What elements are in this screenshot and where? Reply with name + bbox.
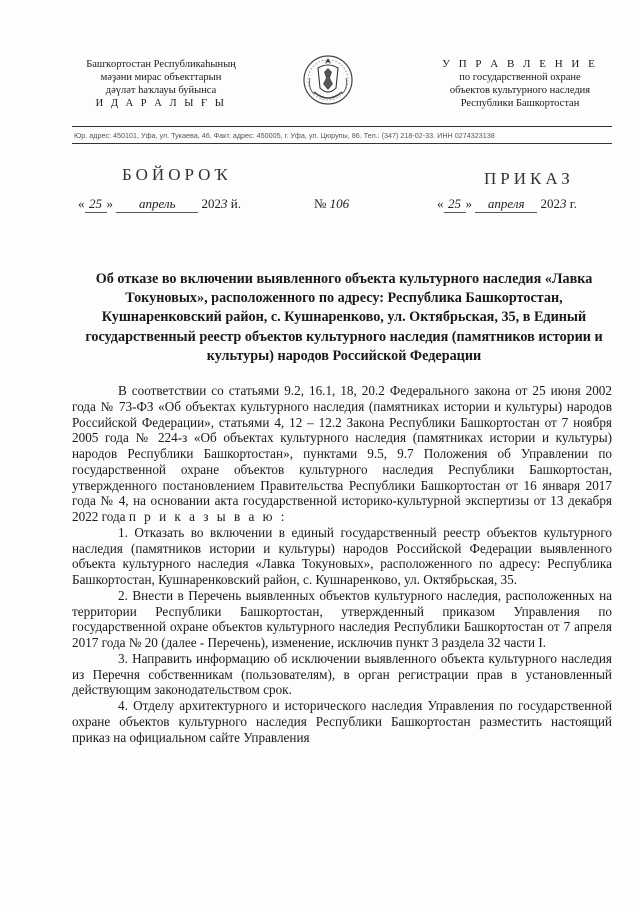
date-right-suffix: г. bbox=[569, 196, 577, 211]
title-bashkir: БОЙОРОҠ bbox=[122, 165, 232, 184]
date-right-day: 25 bbox=[444, 196, 466, 213]
organization-address: Юр. адрес: 450101, Уфа, ул. Тукаева, 46. Факт. адрес: 450005, г. Уфа, ул. Цюрупы, 86. Тел.: (347) 218-02-33. ИНН 0274323138 bbox=[74, 131, 495, 140]
header-left-line-3: дәүләт һаҡлауы буйынса bbox=[105, 85, 217, 96]
header-right-line-4: Республики Башкортостан bbox=[460, 98, 580, 109]
header-right-line-1: У П Р А В Л Е Н И Е bbox=[442, 58, 598, 70]
date-right-year-suffix: 3 bbox=[560, 196, 567, 211]
header-divider-top bbox=[72, 126, 612, 127]
date-right-month: апреля bbox=[475, 196, 537, 213]
header-left-line-4: И Д А Р А Л Ы Ғ Ы bbox=[95, 98, 227, 109]
header-right-line-3: объектов культурного наследия bbox=[449, 85, 591, 96]
body-item-2: 2. Внести в Перечень выявленных объектов культурного наследия, расположенных на территории Республики Башкортостан, утвержденный приказом Управления по государственной охране объектов культурного наследия Республики Башкортостан от 7 апреля 2017 года № 20 (далее - Перечень), изменение, исключив пункт 3 раздела 32 части I. bbox=[72, 587, 612, 650]
date-left-day: 25 bbox=[85, 196, 107, 213]
body-intro bbox=[72, 383, 612, 525]
date-right: « 25 » апреля 2023 г. bbox=[437, 196, 577, 211]
body-item-4: 4. Отделу архитектурного и исторического наследия Управления по государственной охране объектов культурного наследия Республики Башкортостан разместить настоящий приказ на официальном сайте Управления bbox=[72, 698, 612, 745]
coat-of-arms-emblem-icon bbox=[300, 48, 356, 110]
date-left-month: апрель bbox=[116, 196, 198, 213]
date-left-year-suffix: 3 bbox=[221, 196, 228, 211]
body-item-1: 1. Отказать во включении в единый государственный реестр объектов культурного наследия (памятников истории и культуры) народов Российской Федерации выявленного объекта культурного наследия «Лавка Токуновых», расположенного по адресу: Республика Башкортостан, Кушнаренковский район, с. Кушнаренково, ул. Октябрьская, 35. bbox=[72, 524, 612, 587]
date-left: « 25 » апрель 2023 й. bbox=[78, 196, 241, 211]
header-divider-bottom bbox=[72, 143, 612, 144]
body-item-3: 3. Направить информацию об исключении выявленного объекта культурного наследия из Перечня собственникам (пользователям), в орган регистрации прав в установленный действующим законодательством срок. bbox=[72, 650, 612, 698]
body-intro-keyword: п р и к а з ы в а ю : bbox=[128, 509, 287, 524]
header-bashkir-block bbox=[72, 58, 250, 110]
document-title: Об отказе во включении выявленного объекта культурного наследия «Лавка Токуновых», расположенного по адресу: Республика Башкортостан, Кушнаренковский район, с. Кушнаренково, ул. Октябрьская, 35, в Единый государственный реестр объектов культурного наследия (памятников истории и культуры) народов Российской Федерации bbox=[85, 271, 603, 364]
date-left-year-prefix: 202 bbox=[201, 196, 221, 211]
number-value: 106 bbox=[329, 196, 350, 211]
header-left-line-1: Башҡортостан Республикаһының bbox=[86, 59, 236, 70]
document-number bbox=[314, 196, 349, 212]
header-right-line-2: по государственной охране bbox=[459, 72, 581, 83]
document-body bbox=[72, 383, 612, 745]
date-right-year-prefix: 202 bbox=[540, 196, 560, 211]
header-left-line-2: мәҙәни мирас объекттарын bbox=[100, 72, 222, 83]
title-russian: ПРИКАЗ bbox=[484, 169, 574, 188]
body-intro-text: В соответствии со статьями 9.2, 16.1, 18, 20.2 Федерального закона от 25 июня 2002 года № 73-ФЗ «Об объектах культурного наследия (памятниках истории и культуры) народов Российской Федерации», статьями 4, 12 – 12.2 Закона Республики Башкортостан от 7 ноября 2005 года № 224-з «Об объектах культурного наследия (памятниках истории и культуры) народов Республики Башкортостан», пунктами 9.5, 9.7 Положения об Управлении по государственной охране объектов культурного наследия Республики Башкортостан, утвержденного постановлением Правительства Республики Башкортостан от 16 января 2017 года № 4, на основании акта государственной историко-культурной экспертизы от 13 декабря 2022 года bbox=[72, 383, 612, 524]
number-sign: № bbox=[314, 196, 327, 211]
date-left-suffix: й. bbox=[230, 196, 241, 211]
header-russian-block bbox=[430, 58, 610, 110]
